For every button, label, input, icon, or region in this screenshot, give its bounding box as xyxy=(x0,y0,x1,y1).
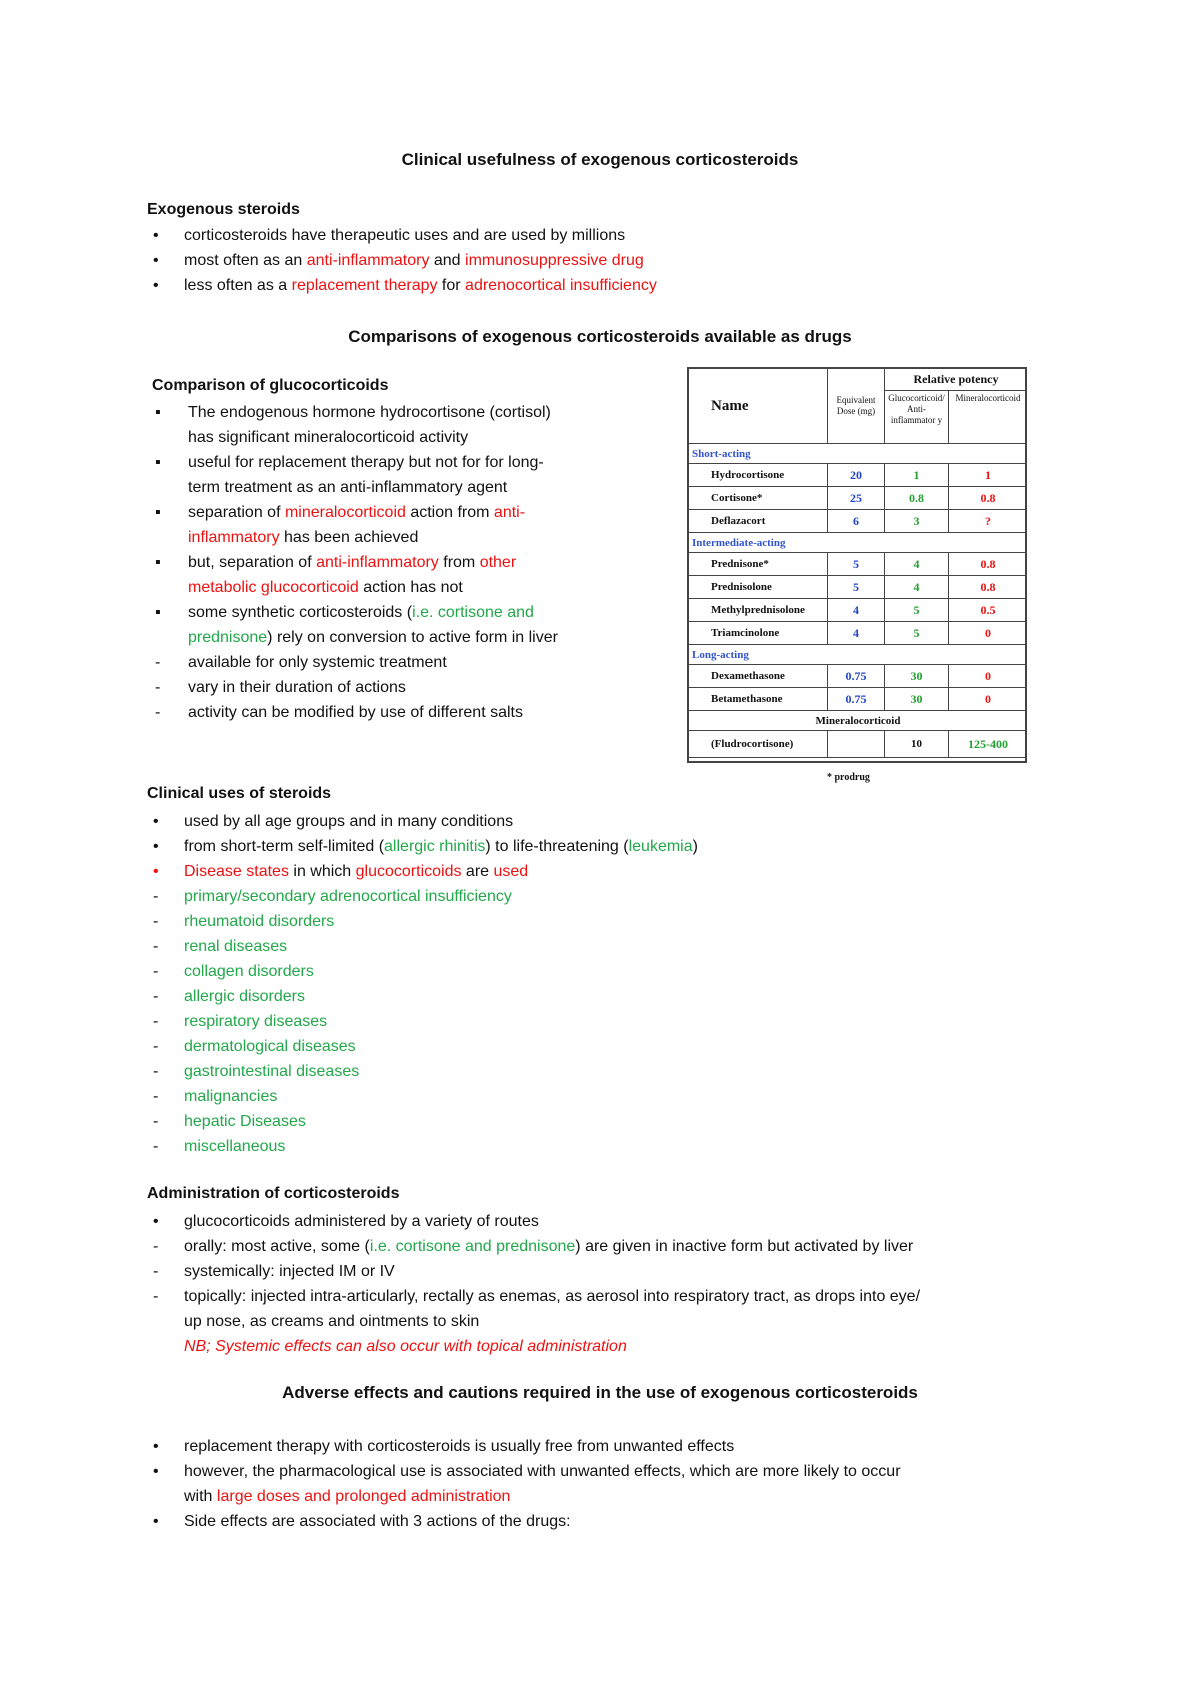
table-drug-name: Hydrocortisone xyxy=(689,464,828,487)
line-text: orally: most active, some (i.e. cortisone and prednisone) are given in inactive form but activated by liver xyxy=(184,1238,914,1255)
list-marker: • xyxy=(153,252,159,269)
list-marker: - xyxy=(153,1113,159,1130)
line-text: but, separation of anti-inflammatory from other xyxy=(188,554,517,571)
table-dose: 5 xyxy=(828,576,885,599)
list-marker: - xyxy=(153,1088,159,1105)
potency-table xyxy=(687,367,1027,763)
table-dose: 20 xyxy=(828,464,885,487)
line-text: term treatment as an anti-inflammatory agent xyxy=(188,479,508,496)
clinical-uses-heading: Clinical uses of steroids xyxy=(147,785,332,802)
table-section-label: Short-acting xyxy=(689,444,1027,464)
line-text: from short-term self-limited (allergic rhinitis) to life-threatening (leukemia) xyxy=(184,838,698,855)
list-marker: • xyxy=(153,838,159,855)
line-text: available for only systemic treatment xyxy=(188,654,447,671)
table-gluco-potency: 5 xyxy=(885,599,949,622)
table-dose: 0.75 xyxy=(828,688,885,711)
table-drug-name: Methylprednisolone xyxy=(689,599,828,622)
table-mineral-potency: 0 xyxy=(949,665,1027,688)
list-marker: • xyxy=(153,1513,159,1530)
line-text: dermatological diseases xyxy=(184,1038,356,1055)
list-marker: • xyxy=(153,1463,159,1480)
list-marker: - xyxy=(155,679,161,696)
line-text: however, the pharmacological use is associated with unwanted effects, which are more likely to occur xyxy=(184,1463,901,1480)
table-mineral-potency: 0.8 xyxy=(949,576,1027,599)
line-text: some synthetic corticosteroids (i.e. cortisone and xyxy=(188,604,534,621)
table-gluco-potency: 10 xyxy=(885,731,949,758)
list-marker: - xyxy=(153,1063,159,1080)
line-text: primary/secondary adrenocortical insufficiency xyxy=(184,888,512,905)
table-mineral-potency: 125-400 xyxy=(949,731,1027,758)
table-drug-name: Cortisone* xyxy=(689,487,828,510)
table-gluco-potency: 4 xyxy=(885,553,949,576)
line-text: miscellaneous xyxy=(184,1138,286,1155)
col-name-header: Name xyxy=(689,369,828,444)
list-marker: • xyxy=(153,813,159,830)
table-mineral-potency: 0.8 xyxy=(949,553,1027,576)
line-text: malignancies xyxy=(184,1088,278,1105)
col-mineral-header: Mineralocorticoid xyxy=(949,391,1027,444)
table-drug-name: (Fludrocortisone) xyxy=(689,731,828,758)
table-section-label: Long-acting xyxy=(689,645,1027,665)
line-text: used by all age groups and in many conditions xyxy=(184,813,514,830)
col-relative-header: Relative potency xyxy=(885,369,1027,391)
table-mineral-potency: 0.5 xyxy=(949,599,1027,622)
list-marker: ▪ xyxy=(155,404,161,421)
line-text: collagen disorders xyxy=(184,963,314,980)
line-text: separation of mineralocorticoid action from anti- xyxy=(188,504,526,521)
line-text: replacement therapy with corticosteroids is usually free from unwanted effects xyxy=(184,1438,735,1455)
list-marker: - xyxy=(153,963,159,980)
table-dose: 4 xyxy=(828,622,885,645)
page-title: Clinical usefulness of exogenous corticosteroids xyxy=(401,150,799,169)
list-marker: • xyxy=(153,227,159,244)
table-drug-name: Prednisone* xyxy=(689,553,828,576)
list-marker: - xyxy=(153,1038,159,1055)
table-drug-name: Dexamethasone xyxy=(689,665,828,688)
list-marker: - xyxy=(153,1288,159,1305)
line-text: gastrointestinal diseases xyxy=(184,1063,360,1080)
table-drug-name: Betamethasone xyxy=(689,688,828,711)
line-text: inflammatory has been achieved xyxy=(188,529,419,546)
table-dose: 0.75 xyxy=(828,665,885,688)
table-dose: 6 xyxy=(828,510,885,533)
col-gluco-header: Glucocorticoid/ Anti-inflammator y xyxy=(885,391,949,444)
list-marker: ▪ xyxy=(155,604,161,621)
list-marker: - xyxy=(153,1138,159,1155)
line-text: up nose, as creams and ointments to skin xyxy=(184,1313,480,1330)
table-dose xyxy=(828,731,885,758)
table-gluco-potency: 30 xyxy=(885,665,949,688)
table-drug-name: Deflazacort xyxy=(689,510,828,533)
line-text: with large doses and prolonged administration xyxy=(184,1488,511,1505)
table-section-label: Intermediate-acting xyxy=(689,533,1027,553)
list-marker: - xyxy=(155,654,161,671)
list-marker: • xyxy=(153,1213,159,1230)
list-marker: - xyxy=(153,1263,159,1280)
line-text: hepatic Diseases xyxy=(184,1113,306,1130)
table-mineral-potency: 0.8 xyxy=(949,487,1027,510)
line-text: systemically: injected IM or IV xyxy=(184,1263,395,1280)
table-drug-name: Prednisolone xyxy=(689,576,828,599)
exogenous-heading: Exogenous steroids xyxy=(147,201,300,218)
line-text: has significant mineralocorticoid activity xyxy=(188,429,469,446)
col-dose-header: Equivalent Dose (mg) xyxy=(828,369,885,444)
glucocorticoids-heading: Comparison of glucocorticoids xyxy=(152,377,389,394)
line-text: NB; Systemic effects can also occur with topical administration xyxy=(184,1338,627,1355)
comparisons-title: Comparisons of exogenous corticosteroids available as drugs xyxy=(348,327,852,346)
table-section-label: Mineralocorticoid xyxy=(689,711,1027,731)
list-marker: • xyxy=(153,1438,159,1455)
line-text: metabolic glucocorticoid action has not xyxy=(188,579,463,596)
table-footnote: * prodrug xyxy=(827,772,870,783)
line-text: corticosteroids have therapeutic uses and are used by millions xyxy=(184,227,626,244)
line-text: respiratory diseases xyxy=(184,1013,328,1030)
line-text: allergic disorders xyxy=(184,988,305,1005)
adverse-title: Adverse effects and cautions required in the use of exogenous corticosteroids xyxy=(282,1383,918,1402)
list-marker: • xyxy=(153,277,159,294)
table-gluco-potency: 4 xyxy=(885,576,949,599)
table-gluco-potency: 3 xyxy=(885,510,949,533)
line-text: rheumatoid disorders xyxy=(184,913,335,930)
line-text: topically: injected intra-articularly, rectally as enemas, as aerosol into respiratory tract, as drops into eye/ xyxy=(184,1288,921,1305)
list-marker: ▪ xyxy=(155,504,161,521)
list-marker: - xyxy=(153,1013,159,1030)
table-gluco-potency: 1 xyxy=(885,464,949,487)
table-mineral-potency: 0 xyxy=(949,622,1027,645)
table-gluco-potency: 0.8 xyxy=(885,487,949,510)
line-text: less often as a replacement therapy for adrenocortical insufficiency xyxy=(184,277,657,294)
table-dose: 5 xyxy=(828,553,885,576)
table-gluco-potency: 30 xyxy=(885,688,949,711)
table-mineral-potency: ? xyxy=(949,510,1027,533)
line-text: useful for replacement therapy but not for for long- xyxy=(188,454,544,471)
list-marker: • xyxy=(153,863,159,880)
line-text: prednisone) rely on conversion to active form in liver xyxy=(188,629,558,646)
line-text: vary in their duration of actions xyxy=(188,679,406,696)
line-text: glucocorticoids administered by a variety of routes xyxy=(184,1213,539,1230)
line-text: Disease states in which glucocorticoids are used xyxy=(184,863,529,880)
list-marker: ▪ xyxy=(155,554,161,571)
line-text: activity can be modified by use of different salts xyxy=(188,704,523,721)
list-marker: - xyxy=(153,913,159,930)
line-text: The endogenous hormone hydrocortisone (cortisol) xyxy=(188,404,551,421)
line-text: renal diseases xyxy=(184,938,288,955)
list-marker: ▪ xyxy=(155,454,161,471)
table-dose: 25 xyxy=(828,487,885,510)
list-marker: - xyxy=(153,938,159,955)
list-marker: - xyxy=(155,704,161,721)
list-marker: - xyxy=(153,988,159,1005)
administration-heading: Administration of corticosteroids xyxy=(147,1185,400,1202)
table-mineral-potency: 1 xyxy=(949,464,1027,487)
table-gluco-potency: 5 xyxy=(885,622,949,645)
line-text: Side effects are associated with 3 actions of the drugs: xyxy=(184,1513,571,1530)
table-drug-name: Triamcinolone xyxy=(689,622,828,645)
list-marker: - xyxy=(153,1238,159,1255)
table-mineral-potency: 0 xyxy=(949,688,1027,711)
table-dose: 4 xyxy=(828,599,885,622)
list-marker: - xyxy=(153,888,159,905)
line-text: most often as an anti-inflammatory and immunosuppressive drug xyxy=(184,252,644,269)
